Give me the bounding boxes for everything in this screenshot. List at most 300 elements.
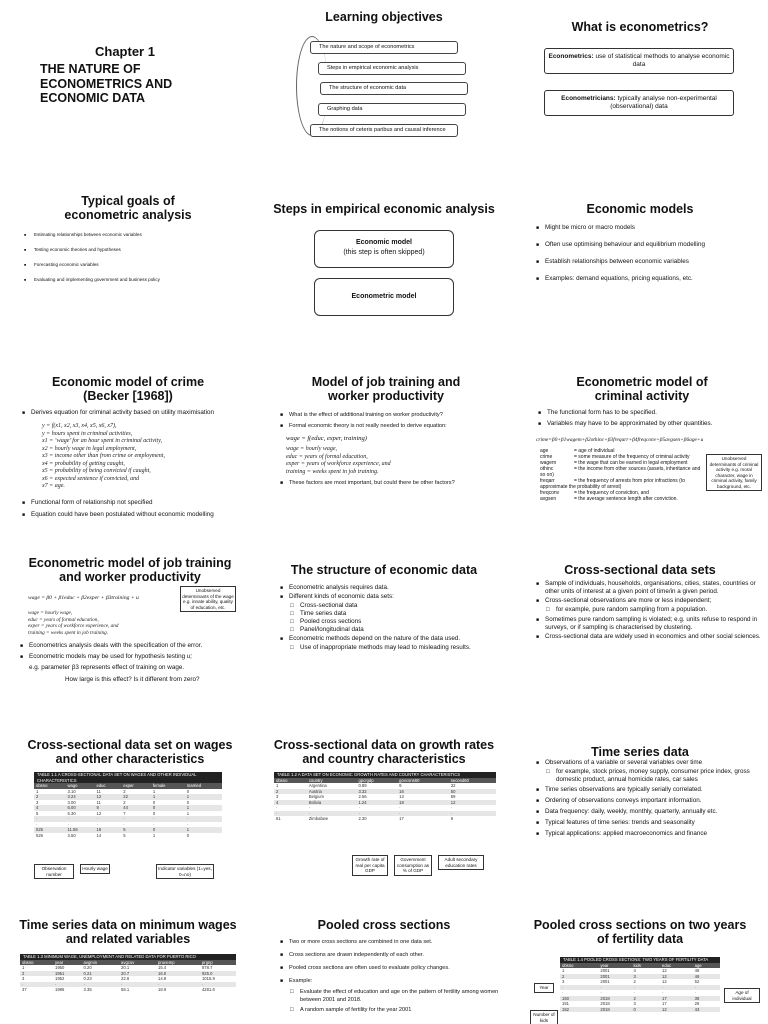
- bullet-item: ■ Time series observations are typically serially correlated.: [536, 786, 764, 794]
- column-header: educ: [660, 963, 693, 969]
- column-header: married: [185, 783, 222, 789]
- slide-fertility-table: [512, 900, 768, 1024]
- table-cell: 37: [22, 987, 27, 992]
- table-cell: ·: [96, 821, 98, 827]
- table-cell: ·: [121, 816, 151, 822]
- table-cell: 5: [121, 827, 151, 833]
- table-cell: 1: [185, 805, 222, 811]
- column-header: avgmin: [82, 960, 119, 966]
- table-cell: Bolivia: [307, 800, 357, 806]
- table-cell: ·: [274, 811, 307, 817]
- table-cell: 3.24: [66, 794, 95, 800]
- table-cell: ·: [185, 816, 222, 822]
- bullet-item: ■ Sample of individuals, households, organisations, cities, states, countries or other units of interest at a given point of time/in a given period.: [536, 580, 764, 596]
- table-cell: 20.1: [121, 965, 130, 970]
- table-cell: 0: [152, 799, 156, 805]
- table-cell: 3.00: [67, 799, 76, 805]
- table-cell: 16: [397, 789, 449, 795]
- table-cell: 7: [123, 810, 126, 816]
- table-cell: ·: [53, 982, 82, 988]
- table-cell: 4: [633, 968, 636, 973]
- slide-growth-table: [256, 720, 512, 900]
- table-cell: 48: [694, 968, 700, 973]
- table-cell: 22: [121, 794, 151, 800]
- wage-equation: wage = f(educ, exper, training): [286, 435, 367, 442]
- bullet-item: ■ Examples: demand equations, pricing equations, etc.: [536, 275, 756, 283]
- slide-chapter-title: [0, 0, 256, 180]
- column-header: wage: [66, 783, 95, 789]
- table-cell: 878.7: [201, 965, 213, 970]
- table-cell: 5: [36, 810, 39, 816]
- slide-job-training-model: [256, 360, 512, 540]
- table-caption: TABLE 1.4 POOLED CROSS SECTIONS: TWO YEARS OF FERTILITY DATA: [560, 957, 720, 963]
- objective-item: The structure of economic data: [320, 82, 468, 95]
- bullet-item: ■ Econometrics analysis deals with the specification of the error.: [20, 642, 250, 650]
- indicator-variables-callout: Indicator variables (1=yes, 0=no): [156, 864, 214, 879]
- table-cell: 17: [660, 996, 693, 1002]
- slide-learning-objectives: [256, 0, 512, 180]
- objective-item: The nature and scope of econometrics: [310, 41, 458, 54]
- table-cell: 1: [22, 965, 25, 970]
- slide-title: Cross-sectional data sets: [564, 563, 716, 577]
- table-cell: 1: [151, 794, 185, 800]
- table-cell: 6.00: [66, 805, 95, 811]
- bullet-item: ■ Two or more cross sections are combined in one data set.: [280, 938, 504, 946]
- slide-title: Time series data: [591, 745, 689, 759]
- table-cell: ·: [600, 990, 602, 995]
- table-cell: 12: [660, 1007, 693, 1013]
- table-cell: Argentina: [308, 783, 327, 788]
- table-cell: 0: [186, 832, 190, 838]
- bullet-item: ■ Different kinds of economic data sets:: [280, 593, 504, 601]
- table-cell: 61: [276, 816, 281, 821]
- table-cell: 11: [96, 799, 101, 805]
- variable-definition: x6 = expected sentence if convicted, and: [42, 475, 140, 482]
- table-cell: 46: [693, 974, 720, 980]
- goal-item: ■ Forecasting economic variables: [24, 262, 244, 268]
- slide-title: Time series data on minimum wages and related variables: [19, 918, 237, 946]
- bullet-item: ■ The functional form has to be specified.: [538, 409, 768, 417]
- bullet-item: ■ Equation could have been postulated without economic modelling: [22, 511, 244, 519]
- slide-title: Learning objectives: [325, 10, 443, 24]
- table-cell: 4: [34, 805, 66, 811]
- box-title: Economic model: [355, 239, 412, 246]
- table-cell: ·: [450, 805, 453, 810]
- table-cell: 1951: [53, 971, 82, 977]
- table-cell: 0: [632, 1007, 661, 1013]
- table-cell: ·: [20, 982, 53, 988]
- slide-title: Cross-sectional data set on wages and other characteristics: [27, 738, 233, 766]
- secondary-education-callout: Adult secondary education rates: [438, 855, 484, 870]
- table-cell: 4: [274, 800, 307, 806]
- variable-definition: wagem = the wage that can be earned in legal employment: [540, 460, 688, 466]
- variable-definition: x4 = probability of getting caught,: [42, 460, 125, 467]
- table-cell: ·: [82, 982, 119, 988]
- table-cell: 2018: [598, 996, 631, 1002]
- table-cell: ·: [186, 821, 189, 827]
- table-cell: 12: [96, 810, 102, 816]
- table-cell: ·: [156, 982, 200, 988]
- table-cell: ·: [397, 811, 449, 817]
- table-cell: 2: [560, 974, 598, 980]
- table-cell: 2018: [600, 1001, 610, 1006]
- table-cell: 26: [694, 1001, 700, 1006]
- table-cell: 9: [399, 783, 402, 788]
- table-cell: 3: [633, 1001, 636, 1006]
- slide-structure-of-data: [256, 540, 512, 720]
- minimum-wage-table: [20, 954, 236, 993]
- bullet-item: ■ Functional form of relationship not specified: [22, 499, 244, 507]
- table-cell: 1: [186, 810, 190, 816]
- table-cell: 50: [449, 789, 496, 795]
- variable-definition: age = age of individual: [540, 448, 615, 454]
- slide-econometric-crime: [512, 360, 768, 540]
- slide-title: Typical goals of econometric analysis: [64, 194, 192, 222]
- table-cell: 20.7: [119, 971, 156, 977]
- crime-regression-equation: crime=β0+β1wagem+β2othinc+β3freqarr+β4freqconv+β5avgsen+β6age+u: [536, 437, 704, 443]
- unobserved-callout: Unobserved determinants of criminal activity e.g. moral character, wage in criminal activity, family background, etc.: [706, 454, 762, 491]
- table-cell: 38: [693, 996, 720, 1002]
- variable-definition: x5 = probability of being convicted if caught,: [42, 468, 151, 474]
- table-cell: ·: [151, 816, 185, 822]
- definition-box: [544, 48, 734, 74]
- table-cell: 1: [276, 783, 279, 788]
- table-cell: 3: [632, 974, 661, 980]
- table-cell: ·: [67, 821, 69, 827]
- observation-number-callout: Observation number: [34, 864, 74, 879]
- table-cell: 0: [186, 788, 190, 794]
- bullet-item: ■ Econometric analysis requires data.: [280, 584, 504, 592]
- table-cell: ·: [560, 985, 598, 991]
- age-callout: Age of individual: [724, 988, 760, 1003]
- data-type-item: □ Pooled cross sections: [280, 618, 504, 626]
- table-cell: 2: [633, 979, 636, 984]
- definition-text: use of statistical methods to analyse economic data: [593, 53, 730, 68]
- table-cell: ·: [308, 805, 311, 810]
- table-cell: 2001: [598, 974, 631, 980]
- table-cell: 152: [560, 1007, 598, 1013]
- table-cell: 925.0: [200, 971, 236, 977]
- column-header: female: [151, 783, 185, 789]
- table-cell: 1: [185, 794, 222, 800]
- table-cell: 12: [660, 974, 693, 980]
- table-cell: 11.56: [66, 827, 95, 833]
- bullet-continuation: How large is this effect? Is it different from zero?: [65, 676, 200, 683]
- bullet-item: ■ Often use optimising behaviour and equilibrium modelling: [536, 241, 756, 249]
- variable-definition: wage = hourly wage,: [28, 610, 73, 616]
- slide-title: Econometric model of criminal activity: [576, 375, 708, 403]
- variable-definition: freqconv = the frequency of conviction, and: [540, 490, 649, 496]
- table-cell: 3: [276, 794, 279, 799]
- table-cell: 0: [186, 799, 190, 805]
- table-cell: 1015.9: [201, 976, 215, 981]
- table-cell: Zimbabwe: [308, 816, 329, 821]
- chapter-label: Chapter 1: [95, 44, 155, 59]
- column-header: kids: [632, 963, 661, 969]
- slide-title: The structure of economic data: [290, 563, 478, 577]
- bullet-item: ■ Econometric models may be used for hypothesis testing u;: [20, 653, 250, 661]
- slide-econometric-job-training: [0, 540, 256, 720]
- table-cell: 18.9: [158, 987, 167, 992]
- table-cell: ·: [94, 816, 121, 822]
- table-cell: 2018: [598, 1007, 631, 1013]
- slide-steps-empirical: [256, 180, 512, 360]
- table-cell: 22.6: [121, 976, 130, 981]
- bullet-item: ■ Econometric methods depend on the nature of the data used.: [280, 635, 504, 643]
- table-cell: 0.21: [82, 971, 119, 977]
- slide-what-is-econometrics: [512, 0, 768, 180]
- wages-table: [34, 772, 222, 838]
- bullet-item: ■ Variables may have to be approximated by other quantities.: [538, 420, 768, 428]
- table-cell: Belgium: [308, 794, 324, 799]
- slide-minimum-wage-table: [0, 900, 256, 1024]
- table-cell: 525: [34, 827, 66, 833]
- table-caption: TABLE 1.1 A CROSS-SECTIONAL DATA SET ON WAGES AND OTHER INDIVIDUAL CHARACTERISTICS: [34, 772, 222, 783]
- definition-term: Econometricians:: [561, 95, 616, 102]
- table-cell: ·: [693, 985, 720, 991]
- slide-cross-sectional-sets: [512, 540, 768, 720]
- slide-title: Econometric model of job training and worker productivity: [28, 556, 232, 584]
- table-cell: 5.30: [67, 810, 76, 816]
- variable-definition: educ = years of formal education,: [286, 453, 368, 460]
- slide-economic-models: [512, 180, 768, 360]
- variable-definition: exper = years of workforce experience, and: [28, 623, 119, 629]
- table-cell: 1.24: [356, 800, 397, 806]
- bullet-item: ■ Sometimes pure random sampling is violated; e.g. units refuse to respond in surveys, or if sampling is characterised by clustering.: [536, 616, 764, 632]
- column-header: gpcrgdp: [356, 778, 397, 784]
- table-cell: 3.50: [67, 832, 76, 838]
- slide-typical-goals: [0, 180, 256, 360]
- table-cell: 3: [22, 976, 25, 981]
- slide-title: Economic model of crime (Becker [1968]): [51, 375, 205, 403]
- bullet-continuation: e.g. parameter β3 represents effect of training on wage.: [29, 664, 185, 671]
- table-cell: 0.89: [358, 783, 367, 788]
- column-header: prunemp: [156, 960, 200, 966]
- table-cell: 11: [96, 788, 101, 794]
- table-cell: 16: [94, 827, 121, 833]
- bullet-item: ■ Data frequency: daily, weekly, monthly, quarterly, annually etc.: [536, 808, 764, 816]
- sub-bullet-item: □ for example, pure random sampling from a population.: [536, 606, 764, 614]
- slide-title: Economic models: [586, 202, 694, 216]
- slide-title: Pooled cross sections: [317, 918, 451, 932]
- objective-item: Steps in empirical economic analysis: [318, 62, 466, 75]
- bullet-item: ■ What is the effect of additional training on worker productivity?: [280, 411, 502, 419]
- slide-title: Model of job training and worker productivity: [311, 375, 461, 403]
- definition-text: typically analyse non-experimental (observational) data: [610, 95, 717, 110]
- table-cell: 8: [94, 805, 121, 811]
- table-cell: ·: [119, 982, 156, 988]
- table-cell: 18: [397, 800, 449, 806]
- chapter-title: THE NATURE OF ECONOMETRICS AND ECONOMIC DATA: [40, 62, 173, 105]
- table-cell: 3.10: [67, 788, 76, 794]
- table-cell: ·: [34, 816, 66, 822]
- table-cell: ·: [152, 821, 155, 827]
- variable-definition: training = weeks spent in job training.: [286, 468, 379, 475]
- column-header: year: [598, 963, 631, 969]
- fertility-table: [560, 957, 720, 1012]
- table-cell: 58.1: [121, 987, 130, 992]
- variable-definition: othinc = the income from other sources (assets, inheritance and so on): [540, 466, 701, 478]
- table-cell: 3: [562, 979, 565, 984]
- data-type-item: □ Panel/longitudinal data: [280, 626, 504, 634]
- slide-economic-model-crime: [0, 360, 256, 540]
- table-cell: 0.20: [83, 965, 92, 970]
- year-callout: Year: [534, 983, 554, 993]
- column-header: govcons60: [397, 778, 449, 784]
- goal-item: ■ Evaluating and implementing government and business policy: [24, 277, 244, 283]
- table-row: [34, 833, 222, 839]
- sub-bullet-item: □ A random sample of fertility for the year 2001: [280, 1006, 504, 1014]
- goal-item: ■ Estimating relationships between economic variables: [24, 232, 244, 238]
- variable-definition: x7 = age.: [42, 483, 65, 489]
- table-cell: 12: [94, 794, 121, 800]
- table-cell: 2: [123, 788, 126, 794]
- table-cell: ·: [660, 985, 693, 991]
- table-cell: ·: [123, 821, 125, 827]
- column-header: year: [53, 960, 82, 966]
- bullet-item: ■ Example:: [280, 977, 504, 985]
- table-cell: 15.4: [158, 965, 167, 970]
- slide-wages-table: [0, 720, 256, 900]
- bullet-item: ■ Establish relationships between economic variables: [536, 258, 756, 266]
- table-cell: 2001: [600, 979, 610, 984]
- table-cell: 1: [36, 788, 39, 794]
- column-header: obsno: [34, 783, 66, 789]
- table-cell: 1986: [55, 987, 65, 992]
- table-cell: 12: [449, 800, 496, 806]
- table-cell: 151: [562, 1001, 569, 1006]
- data-type-item: □ Time series data: [280, 610, 504, 618]
- data-type-item: □ Cross-sectional data: [280, 602, 504, 610]
- table-cell: 1: [562, 968, 565, 973]
- table-cell: ·: [36, 821, 38, 827]
- table-cell: ·: [200, 982, 236, 988]
- bullet-item: ■ Typical applications: applied macroeconomics and finance: [536, 830, 764, 838]
- bullet-item: ■ Might be micro or macro models: [536, 224, 756, 232]
- bullet-item: ■ Ordering of observations conveys important information.: [536, 797, 764, 805]
- sub-bullet-item: □ for example, stock prices, money supply, consumer price index, gross domestic product, annual homicide rates, car sales: [536, 768, 764, 784]
- table-cell: 3.32: [356, 789, 397, 795]
- table-cell: 0: [151, 827, 185, 833]
- table-cell: 0.23: [83, 976, 92, 981]
- bullet-item: ■ Observations of a variable or several variables over time: [536, 759, 764, 767]
- table-cell: 1: [152, 788, 156, 794]
- bullet-item: ■ Pooled cross sections are often used to evaluate policy changes.: [280, 964, 504, 972]
- unobserved-callout: Unobserved determinants of the wage e.g. innate ability, quality of education, etc.: [180, 586, 236, 612]
- growth-rate-callout: Growth rate of real per capita GDP: [352, 855, 388, 876]
- column-header: exper: [121, 783, 151, 789]
- box-subtitle: (this step is often skipped): [343, 249, 425, 256]
- table-cell: 3.35: [83, 987, 92, 992]
- definition-term: Econometrics:: [548, 53, 594, 60]
- slide-title: What is econometrics?: [571, 20, 709, 34]
- objective-item: Graphing data: [318, 103, 466, 116]
- table-cell: ·: [662, 990, 664, 995]
- table-cell: 0: [152, 810, 156, 816]
- table-cell: ·: [694, 990, 697, 995]
- slide-title: Steps in empirical economic analysis: [273, 202, 495, 216]
- column-header: obsno: [560, 963, 598, 969]
- table-caption: TABLE 1.2 A DATA SET ON ECONOMIC GROWTH RATES AND COUNTRY CHARACTERISTICS: [274, 772, 496, 778]
- table-cell: 3: [36, 799, 39, 805]
- table-cell: ·: [449, 811, 496, 817]
- column-header: prgnp: [200, 960, 236, 966]
- column-header: obsno: [20, 960, 53, 966]
- table-cell: 69: [450, 794, 456, 799]
- column-header: educ: [94, 783, 121, 789]
- table-cell: 14.8: [158, 976, 167, 981]
- table-cell: 2: [632, 996, 661, 1002]
- table-cell: 1: [185, 827, 222, 833]
- table-cell: ·: [598, 985, 631, 991]
- slide-title: Pooled cross sections on two years of fertility data: [533, 918, 747, 946]
- variable-definition: avgsen = the average sentence length after conviction.: [540, 496, 678, 502]
- wage-regression-equation: wage = β0 + β1educ + β2exper + β3training + u: [28, 595, 139, 601]
- table-cell: 1950: [55, 965, 65, 970]
- table-cell: 6: [450, 816, 454, 821]
- crime-equation: y = f(x1, x2, x3, x4, x5, x6, x7),: [42, 423, 117, 429]
- table-cell: 17: [399, 816, 404, 821]
- table-cell: ·: [562, 990, 564, 995]
- bullet-item: ■ Cross sections are drawn independently of each other.: [280, 951, 504, 959]
- sub-bullet-item: □ Evaluate the effect of education and age on the pattern of fertility among women between 2001 and 2018.: [280, 988, 504, 1004]
- table-cell: 2: [274, 789, 307, 795]
- column-header: age: [693, 963, 720, 969]
- variable-definition: freqarr = the frequency of arrests from prior infractions (to approximate the probability of arrest): [540, 478, 686, 490]
- table-cell: 2: [34, 794, 66, 800]
- table-cell: 4281.6: [201, 987, 215, 992]
- table-cell: 12: [662, 979, 667, 984]
- variable-definition: crime = some measure of the frequency of criminal activity: [540, 454, 690, 460]
- column-header: avgcov: [119, 960, 156, 966]
- table-cell: 16.0: [156, 971, 200, 977]
- bullet-item: ■ These factors are most important, but could there be other factors?: [280, 479, 502, 487]
- goal-item: ■ Testing economic theories and hypotheses: [24, 247, 244, 253]
- bullet-item: ■ Formal economic theory is not really needed to derive equation:: [280, 422, 502, 430]
- objective-item: The notions of ceteris paribus and causal inference: [310, 124, 458, 137]
- table-cell: 32: [450, 783, 456, 788]
- table-cell: 2001: [600, 968, 610, 973]
- table-cell: 1952: [55, 976, 65, 981]
- table-cell: 2: [20, 971, 53, 977]
- government-consumption-callout: Government consumption as % of GDP: [394, 855, 432, 876]
- column-header: country: [307, 778, 357, 784]
- variable-definition: x1 = ‘wage’ for an hour spent in criminal activity,: [42, 438, 163, 444]
- table-cell: ·: [276, 805, 278, 810]
- table-cell: 1: [152, 832, 156, 838]
- variable-definition: exper = years of workforce experience, and: [286, 461, 391, 467]
- slide-time-series: [512, 720, 768, 900]
- table-cell: 14: [96, 832, 102, 838]
- number-of-kids-callout: Number of kids: [530, 1010, 558, 1024]
- econometric-model-box: [314, 278, 454, 316]
- column-header: second60: [449, 778, 496, 784]
- bullet-item: ■ Derives equation for criminal activity based on utility maximisation: [22, 409, 244, 417]
- table-cell: ·: [632, 985, 661, 991]
- hourly-wage-callout: Hourly wage: [80, 864, 110, 874]
- bullet-item: ■ Typical features of time series: trends and seasonality: [536, 819, 764, 827]
- table-row: [20, 987, 236, 993]
- table-cell: ·: [66, 816, 95, 822]
- table-cell: 0: [151, 805, 185, 811]
- objectives-diagram: [296, 36, 486, 146]
- column-header: obsno: [274, 778, 307, 784]
- table-cell: 13: [399, 794, 404, 799]
- variable-definition: y = hours spent in criminal activities,: [42, 430, 133, 437]
- table-cell: ·: [307, 811, 357, 817]
- table-cell: 52: [694, 979, 700, 984]
- economic-model-box: [314, 230, 454, 268]
